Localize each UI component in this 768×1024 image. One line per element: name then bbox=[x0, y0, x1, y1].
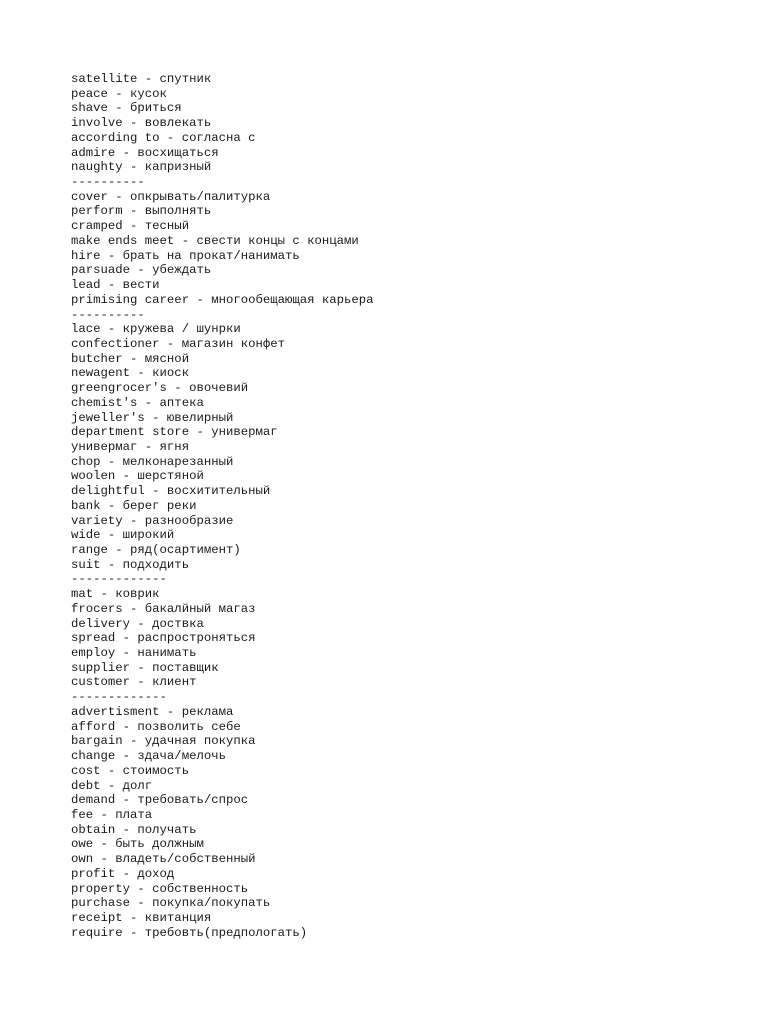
vocabulary-entry: obtain - получать bbox=[71, 822, 197, 837]
vocabulary-entry: primising career - многообещающая карьера bbox=[71, 292, 374, 307]
vocabulary-entry: parsuade - убеждать bbox=[71, 263, 212, 278]
vocabulary-entry: change - здача/мелочь bbox=[71, 749, 226, 764]
vocabulary-entry: lace - кружева / шунрки bbox=[71, 322, 241, 337]
vocabulary-entry: bargain - удачная покупка bbox=[71, 734, 256, 749]
section-separator: ------------- bbox=[71, 690, 167, 705]
vocabulary-entry: greengrocer's - овочевий bbox=[71, 381, 249, 396]
vocabulary-entry: range - ряд(осартимент) bbox=[71, 543, 241, 557]
vocabulary-entry: demand - требовать/спрос bbox=[71, 793, 249, 808]
vocabulary-entry: receipt - квитанция bbox=[71, 910, 212, 925]
vocabulary-entry: afford - позволить себе bbox=[71, 719, 241, 734]
vocabulary-entry: lead - вести bbox=[71, 278, 160, 293]
vocabulary-entry: variety - разнообразие bbox=[71, 513, 234, 528]
vocabulary-entry: advertisment - реклама bbox=[71, 704, 234, 719]
vocabulary-entry: according to - согласна с bbox=[71, 130, 256, 145]
vocabulary-entry: suit - подходить bbox=[71, 557, 190, 572]
vocabulary-entry: perform - выполнять bbox=[71, 204, 212, 219]
vocabulary-entry: delightful - восхитительный bbox=[71, 484, 271, 499]
vocabulary-entry: delivery - доствка bbox=[71, 616, 204, 631]
vocabulary-entry: involve - вовлекать bbox=[71, 116, 212, 131]
vocabulary-entry: cramped - тесный bbox=[71, 219, 190, 234]
vocabulary-entry: purchase - покупка/покупать bbox=[71, 896, 271, 911]
vocabulary-entry: profit - доход bbox=[71, 866, 175, 881]
vocabulary-entry: fee - плата bbox=[71, 807, 153, 822]
vocabulary-entry: employ - нанимать bbox=[71, 646, 197, 661]
vocabulary-entry: frocers - бакалйный магаз bbox=[71, 601, 256, 616]
vocabulary-entry: chemist's - аптека bbox=[71, 395, 204, 410]
vocabulary-entry: cover - опкрывать/палитурка bbox=[71, 189, 271, 204]
vocabulary-entry: make ends meet - свести концы с концами bbox=[71, 233, 359, 248]
vocabulary-entry: owe - быть должным bbox=[71, 837, 204, 852]
vocabulary-entry: debt - долг bbox=[71, 778, 153, 793]
vocabulary-entry: spread - распростроняться bbox=[71, 631, 256, 646]
vocabulary-entry: butcher - мясной bbox=[71, 351, 190, 366]
vocabulary-entry: универмаг - ягня bbox=[71, 439, 190, 454]
vocabulary-entry: own - владеть/собственный bbox=[71, 852, 256, 867]
vocabulary-entry: chop - мелконарезанный bbox=[71, 454, 234, 469]
vocabulary-list bbox=[71, 72, 751, 940]
vocabulary-entry: supplier - поставщик bbox=[71, 660, 219, 675]
vocabulary-entry: customer - клиент bbox=[71, 675, 197, 690]
vocabulary-entry: require - требовть(предпологать) bbox=[71, 925, 308, 940]
vocabulary-entry: shave - бриться bbox=[71, 101, 182, 116]
vocabulary-entry: jeweller's - ювелирный bbox=[71, 410, 234, 425]
vocabulary-entry: hire - брать на прокат/нанимать bbox=[71, 248, 300, 263]
section-separator: ---------- bbox=[71, 307, 145, 322]
vocabulary-entry: bank - берег реки bbox=[71, 498, 197, 513]
vocabulary-entry: peace - кусок bbox=[71, 86, 167, 101]
vocabulary-entry: newagent - киоск bbox=[71, 366, 190, 381]
vocabulary-entry: property - собственность bbox=[71, 881, 249, 896]
vocabulary-entry: woolen - шерстяной bbox=[71, 469, 204, 484]
vocabulary-entry: confectioner - магазин конфет bbox=[71, 336, 286, 351]
vocabulary-entry: wide - широкий bbox=[71, 528, 175, 543]
section-separator: ---------- bbox=[71, 175, 145, 190]
vocabulary-entry: department store - универмаг bbox=[71, 425, 278, 440]
vocabulary-entry: satellite - спутник bbox=[71, 72, 212, 86]
vocabulary-entry: naughty - капризный bbox=[71, 160, 212, 175]
vocabulary-entry: cost - стоимость bbox=[71, 763, 190, 778]
vocabulary-entry: admire - восхищаться bbox=[71, 145, 219, 160]
section-separator: ------------- bbox=[71, 572, 167, 587]
vocabulary-entry: mat - коврик bbox=[71, 587, 160, 602]
